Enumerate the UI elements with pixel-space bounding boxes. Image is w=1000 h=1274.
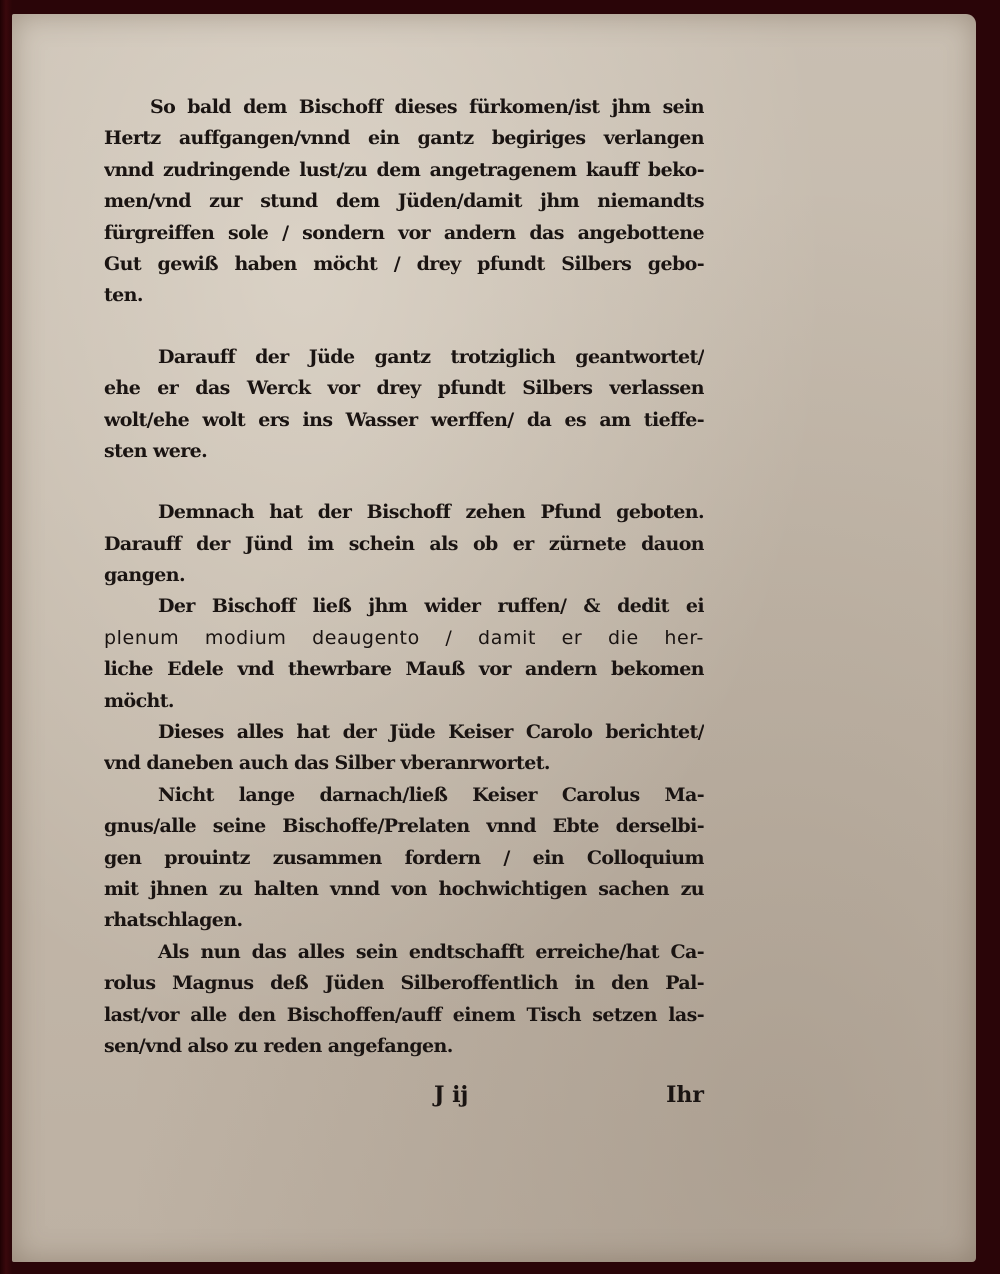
text-line: Darauff der Jüde gantz trotziglich geantwortet/ [158, 345, 704, 368]
text-line: gangen. [104, 564, 186, 587]
text-line: Gut gewiß haben möcht / drey pfundt Silbers gebo- [104, 252, 704, 275]
text-line: plenum modium deaugento / damit er die her- [104, 626, 704, 649]
paragraph [104, 780, 704, 937]
text-line: mit jhnen zu halten vnnd von hochwichtigen sachen zu [104, 877, 704, 900]
body-text [104, 92, 704, 1062]
text-line: Dieses alles hat der Jüde Keiser Carolo berichtet/ [158, 721, 704, 744]
text-line: Demnach hat der Bischoff zehen Pfund geboten. [158, 501, 704, 524]
text-line: men/vnd zur stund dem Jüden/damit jhm niemandts [104, 190, 704, 213]
text-line: So bald dem Bischoff dieses fürkomen/ist jhm sein [150, 96, 704, 118]
text-line: vnd daneben auch das Silber vberanrwortet. [104, 752, 550, 775]
page-footer [104, 1082, 704, 1116]
text-line: möcht. [104, 689, 174, 712]
text-line: gnus/alle seine Bischoffe/Prelaten vnnd Ebte derselbi- [104, 815, 704, 838]
text-line: sten were. [104, 439, 208, 462]
catchword: Ihr [666, 1082, 704, 1108]
text-line: vnnd zudringende lust/zu dem angetragenem kauff beko- [104, 158, 704, 181]
book-page [12, 14, 976, 1262]
paragraph [104, 92, 704, 312]
text-line: Der Bischoff ließ jhm wider ruffen/ & dedit ei [158, 595, 704, 618]
text-line: last/vor alle den Bischoffen/auff einem Tisch setzen las- [104, 1003, 704, 1026]
text-line: Darauff der Jünd im schein als ob er zürnete dauon [104, 532, 704, 555]
text-line: Als nun das alles sein endtschafft erreiche/hat Ca- [158, 940, 704, 963]
paragraph [104, 497, 704, 591]
signature-mark: J ij [434, 1082, 469, 1108]
text-line: rolus Magnus deß Jüden Silberoffentlich in den Pal- [104, 972, 704, 995]
text-line: ehe er das Werck vor drey pfundt Silbers verlassen [104, 377, 704, 400]
text-line: gen prouintz zusammen fordern / ein Colloquium [104, 846, 704, 869]
paragraph [104, 342, 704, 468]
paragraph [104, 591, 704, 717]
text-line: rhatschlagen. [104, 909, 243, 932]
text-line: liche Edele vnd thewrbare Mauß vor andern bekomen [104, 658, 704, 681]
text-line: Nicht lange darnach/ließ Keiser Carolus Ma- [158, 783, 704, 806]
paragraph [104, 937, 704, 1063]
text-line: fürgreiffen sole / sondern vor andern das angebottene [104, 221, 704, 244]
paragraph [104, 717, 704, 780]
text-line: wolt/ehe wolt ers ins Wasser werffen/ da es am tieffe- [104, 408, 704, 431]
text-line: Hertz auffgangen/vnnd ein gantz begiriges verlangen [104, 127, 704, 150]
text-line: ten. [104, 284, 143, 307]
text-line: sen/vnd also zu reden angefangen. [104, 1034, 453, 1057]
